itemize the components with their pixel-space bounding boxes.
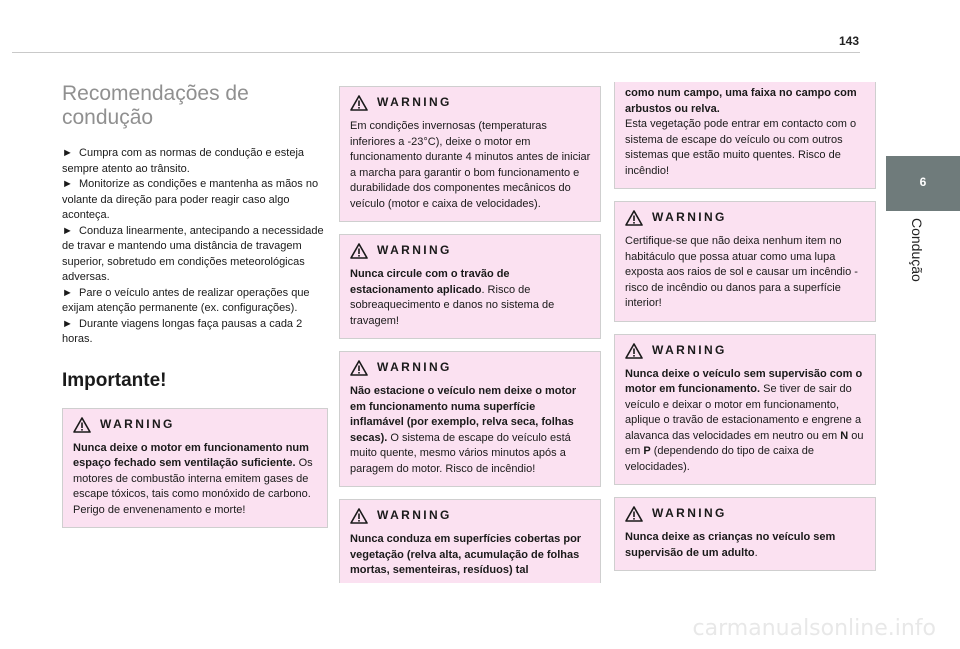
bullet-icon: ► xyxy=(62,178,73,190)
warning-box: WARNING Nunca conduza em superfícies cobertas por vegetação (relva alta, acumulação de folhas mortas, sementeiras, resíduos) tal xyxy=(339,499,601,583)
footer-watermark: carmanualsonline.info xyxy=(692,616,936,641)
warning-box: WARNING Em condições invernosas (temperaturas inferiores a -23°C), deixe o motor em funcionamento durante 4 minutos antes de iniciar a marcha para garantir o bom funcionamento e durabilidade dos componentes mecânicos do veículo (motor e caixa de velocidades). xyxy=(339,86,601,222)
bullet-icon: ► xyxy=(62,286,73,299)
warning-label: WARNING xyxy=(100,416,175,431)
list-item: ► Pare o veículo antes de realizar operações que exijam atenção permanente (ex. configurações). xyxy=(62,286,310,314)
section-title: Recomendações de condução xyxy=(62,82,249,129)
warning-box: WARNING Nunca deixe as crianças no veículo sem supervisão de um adulto. xyxy=(614,497,876,571)
warning-box: WARNING Nunca circule com o travão de estacionamento aplicado. Risco de sobreaquecimento e danos no sistema de travagem! xyxy=(339,234,601,339)
warning-icon xyxy=(350,95,368,111)
warning-label: WARNING xyxy=(377,243,452,258)
warning-label: WARNING xyxy=(652,506,727,521)
subsection-title: Importante! xyxy=(62,369,167,391)
warning-icon xyxy=(625,210,643,226)
recommendations-list xyxy=(62,146,328,348)
warning-label: WARNING xyxy=(377,508,452,523)
warning-icon xyxy=(350,360,368,376)
warning-box: WARNING Não estacione o veículo nem deixe o motor em funcionamento numa superfície inflamável (por exemplo, relva seca, folhas secas). O sistema de escape do veículo está muito quente, mesmo vários minutos após a paragem do motor. Risco de incêndio! xyxy=(339,351,601,487)
list-item: ► Monitorize as condições e mantenha as mãos no volante da direção para poder reagir caso algo aconteça. xyxy=(62,178,319,221)
warning-label: WARNING xyxy=(652,210,727,225)
page-number: 143 xyxy=(838,34,859,48)
warning-icon xyxy=(625,343,643,359)
list-item: ► Conduza linearmente, antecipando a necessidade de travar e mantendo uma distância de travagem superior, sobretudo em condições meteorológicas adversas. xyxy=(62,224,324,283)
warning-label: WARNING xyxy=(377,360,452,375)
column-2 xyxy=(339,82,601,583)
chapter-tab[interactable] xyxy=(886,156,960,211)
bullet-icon: ► xyxy=(62,224,73,237)
warning-icon xyxy=(625,506,643,522)
warning-label: WARNING xyxy=(652,342,727,357)
chapter-label: Condução xyxy=(909,218,925,282)
warning-icon xyxy=(73,417,91,433)
header-rule xyxy=(12,52,860,53)
warning-box-continued: como num campo, uma faixa no campo com arbustos ou relva. Esta vegetação pode entrar em contacto com o sistema de escape do veículo ou com outros sistemas que estão muito quentes. Risco de incêndio! xyxy=(614,82,876,189)
warning-box: WARNING Nunca deixe o motor em funcionamento num espaço fechado sem ventilação suficiente. Os motores de combustão interna emitem gases de escape tóxicos, tais como monóxido de carbono. Perigo de envenenamento e morte! xyxy=(62,408,328,529)
warning-label: WARNING xyxy=(377,95,452,110)
list-item: ► Cumpra com as normas de condução e esteja sempre atento ao trânsito. xyxy=(62,147,305,175)
bullet-icon: ► xyxy=(62,317,73,330)
chapter-number: 6 xyxy=(919,175,927,189)
list-item: ► Durante viagens longas faça pausas a cada 2 horas. xyxy=(62,317,303,345)
bullet-icon: ► xyxy=(62,147,73,159)
warning-icon xyxy=(350,243,368,259)
warning-box: WARNING Nunca deixe o veículo sem supervisão com o motor em funcionamento. Se tiver de sair do veículo e deixar o motor em funcionamento, aplique o travão de estacionamento e engrene a alavanca das velocidades em neutro ou em N ou em P (dependendo do tipo de caixa de velocidades). xyxy=(614,334,876,486)
warning-box: WARNING Certifique-se que não deixa nenhum item no habitáculo que possa atuar como uma lupa exposta aos raios de sol e causar um incêndio - risco de incêndio ou danos para a superfície interior! xyxy=(614,201,876,322)
column-3 xyxy=(614,82,876,571)
column-1 xyxy=(62,82,328,528)
warning-icon xyxy=(350,508,368,524)
